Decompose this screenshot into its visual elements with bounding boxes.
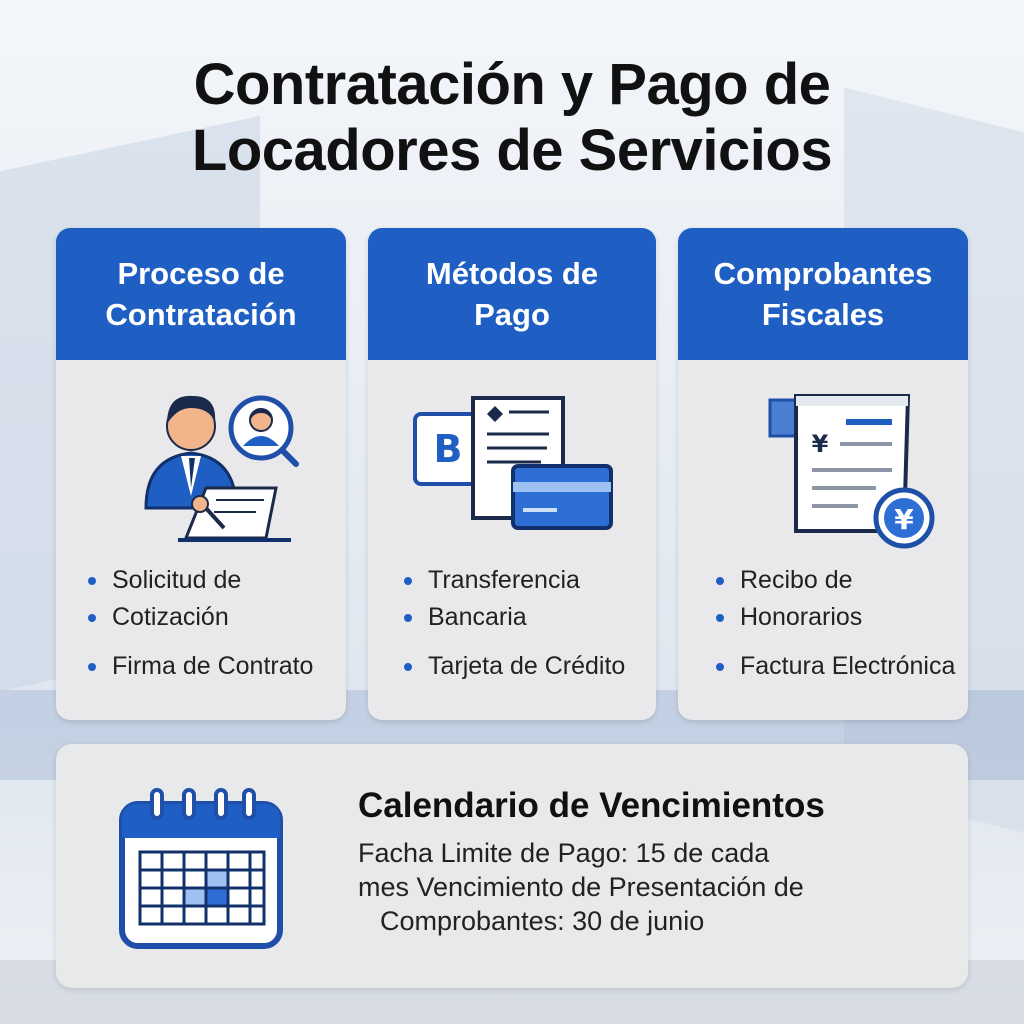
calendar-panel	[56, 744, 968, 988]
list-item: Solicitud de	[86, 562, 313, 599]
card-header-line1: Métodos de	[425, 256, 599, 291]
card-header-line1: Comprobantes	[713, 256, 933, 291]
svg-text:B: B	[433, 427, 463, 471]
card-header	[678, 228, 968, 360]
card-header-line2: Fiscales	[761, 297, 885, 332]
list-item: Factura Electrónica	[714, 648, 955, 685]
list-item: Honorarios	[714, 599, 955, 636]
svg-text:¥: ¥	[811, 430, 829, 458]
svg-text:¥: ¥	[894, 503, 914, 536]
list-item: Cotización	[86, 599, 313, 636]
calendar-line: Comprobantes: 30 de junio	[380, 906, 705, 936]
card-header-line2: Pago	[474, 297, 550, 332]
person-signing-contract-icon	[56, 378, 346, 578]
page-title	[0, 52, 1024, 184]
card-metodos-pago	[368, 228, 656, 720]
card-bullets	[714, 562, 955, 685]
card-header-line2: Contratación	[105, 297, 297, 332]
card-comprobantes-fiscales	[678, 228, 968, 720]
calendar-line: mes Vencimiento de Presentación de	[358, 872, 804, 902]
calendar-icon	[118, 784, 288, 959]
invoice-receipt-icon	[678, 378, 968, 578]
calendar-line: Facha Limite de Pago: 15 de cada	[358, 838, 770, 868]
page-title-line1: Contratación y Pago de	[193, 52, 831, 117]
list-item: Transferencia	[402, 562, 625, 599]
card-header	[56, 228, 346, 360]
card-contratacion	[56, 228, 346, 720]
card-header-line1: Proceso de	[117, 256, 285, 291]
list-item: Tarjeta de Crédito	[402, 648, 625, 685]
bank-transfer-card-icon	[368, 378, 656, 578]
calendar-title: Calendario de Vencimientos	[358, 786, 825, 825]
list-item: Firma de Contrato	[86, 648, 313, 685]
list-item: Recibo de	[714, 562, 955, 599]
card-header	[368, 228, 656, 360]
card-bullets	[86, 562, 313, 685]
calendar-details	[358, 836, 918, 938]
list-item: Bancaria	[402, 599, 625, 636]
card-bullets	[402, 562, 625, 685]
page-title-line2: Locadores de Servicios	[191, 118, 833, 183]
